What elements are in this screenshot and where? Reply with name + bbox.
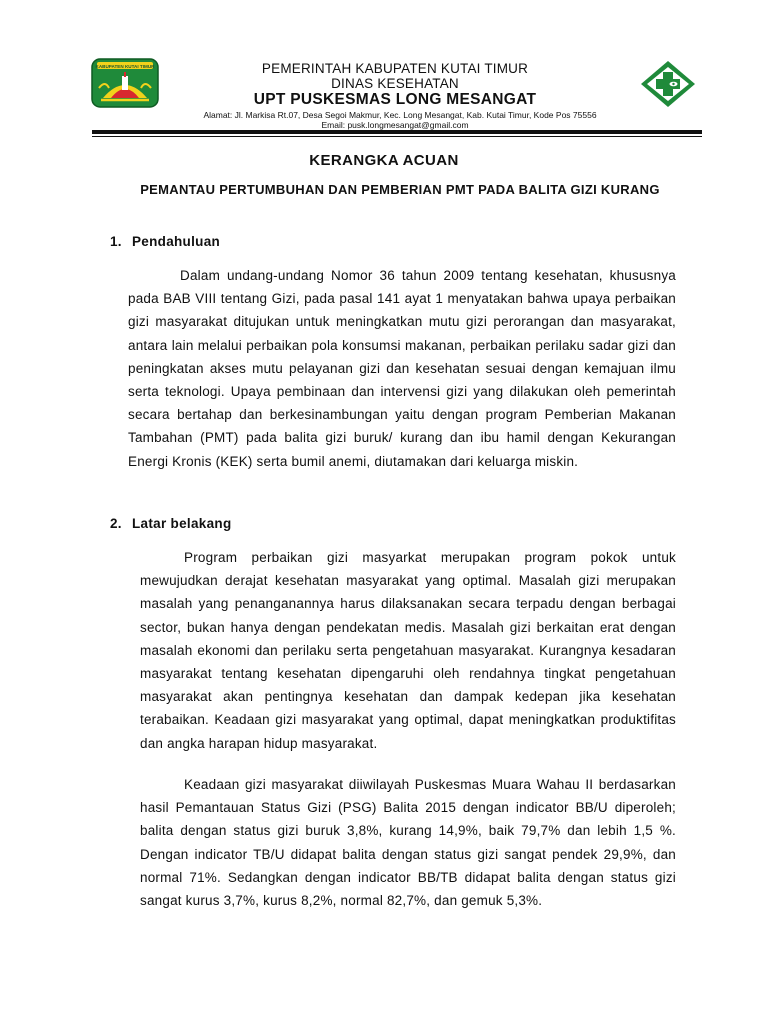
section-heading-pendahuluan	[110, 234, 220, 249]
section-paragraph	[128, 264, 676, 473]
paragraph-text: Dalam undang-undang Nomor 36 tahun 2009 tentang kesehatan, khususnya pada BAB VIII tentang Gizi, pada pasal 141 ayat 1 menyatakan bahwa upaya perbaikan gizi masyarakat ditujukan untuk meningkatkan mutu gizi perorangan dan masyarakat, antara lain melalui perbaikan pola konsumsi makanan, perbaikan perilaku sadar gizi dan peningkatan akses mutu pelayanan gizi dan kesehatan sesuai dengan kemajuan ilmu serta teknologi. Upaya pembinaan dan intervensi gizi yang dilakukan oleh pemerintah secara bertahap dan berkesinambungan yaitu dengan program Pemberian Makanan Tambahan (PMT) pada balita gizi buruk/ kurang dan ibu hamil dengan Kekurangan Energi Kronis (KEK) serta bumil anemi, diutamakan dari keluarga miskin.	[128, 268, 676, 469]
left-logo-text: KABUPATEN KUTAI TIMUR	[95, 64, 155, 69]
letterhead-institution: UPT PUSKESMAS LONG MESANGAT	[253, 91, 537, 108]
section-heading-latar-belakang	[110, 516, 231, 531]
section-number: 1.	[110, 234, 122, 249]
paragraph-text: Keadaan gizi masyarakat diiwilayah Puskesmas Muara Wahau II berdasarkan hasil Pemantauan Status Gizi (PSG) Balita 2015 dengan indicator BB/U diperoleh; balita dengan status gizi buruk 3,8%, kurang 14,9%, baik 79,7% dan lebih 1,5 %. Dengan indicator TB/U didapat balita dengan status gizi sangat pendek 29,9%, dan normal 71%. Sedangkan dengan indicator BB/TB didapat balita dengan status gizi sangat kurus 3,7%, kurus 8,2%, normal 82,7%, dan gemuk 5,3%.	[140, 777, 676, 909]
document-subtitle: PEMANTAU PERTUMBUHAN DAN PEMBERIAN PMT PADA BALITA GIZI KURANG	[140, 182, 660, 197]
document-title: KERANGKA ACUAN	[309, 152, 459, 169]
letterhead-address: Alamat: Jl. Markisa Rt.07, Desa Segoi Makmur, Kec. Long Mesangat, Kab. Kutai Timur, Kode Pos 75556	[203, 110, 597, 120]
regency-crest-icon	[91, 58, 159, 108]
letterhead-government: PEMERINTAH KABUPATEN KUTAI TIMUR	[261, 61, 529, 76]
puskesmas-cross-icon	[637, 58, 699, 110]
paragraph-text: Program perbaikan gizi masyarkat merupakan program pokok untuk mewujudkan derajat kesehatan masyarakat yang optimal. Masalah gizi merupakan masalah yang penanganannya harus dilaksanakan secara terpadu dengan berbagai sector, bukan hanya dengan pendekatan medis. Masalah gizi berkaitan erat dengan masalah ekonomi dan perilaku serta pengetahuan masyarakat. Kurangnya kesadaran masyarakat tentang kesehatan dipengaruhi oleh rendahnya tingkat pengetahuan masyarakat akan pentingnya kesehatan dan dampak kedepan jika kesehatan terabaikan. Keadaan gizi masyarakat yang optimal, dapat meningkatkan produktifitas dan angka harapan hidup masyarakat.	[140, 550, 676, 751]
section-title: Latar belakang	[132, 516, 232, 531]
section-title: Pendahuluan	[132, 234, 221, 249]
section-number: 2.	[110, 516, 122, 531]
letterhead-agency: DINAS KESEHATAN	[331, 76, 459, 91]
section-paragraph	[140, 773, 676, 912]
letterhead-email: Email: pusk.longmesangat@gmail.com	[321, 120, 469, 130]
section-paragraph	[140, 546, 676, 755]
letterhead-divider-thin	[92, 136, 702, 137]
letterhead-divider-thick	[92, 130, 702, 134]
